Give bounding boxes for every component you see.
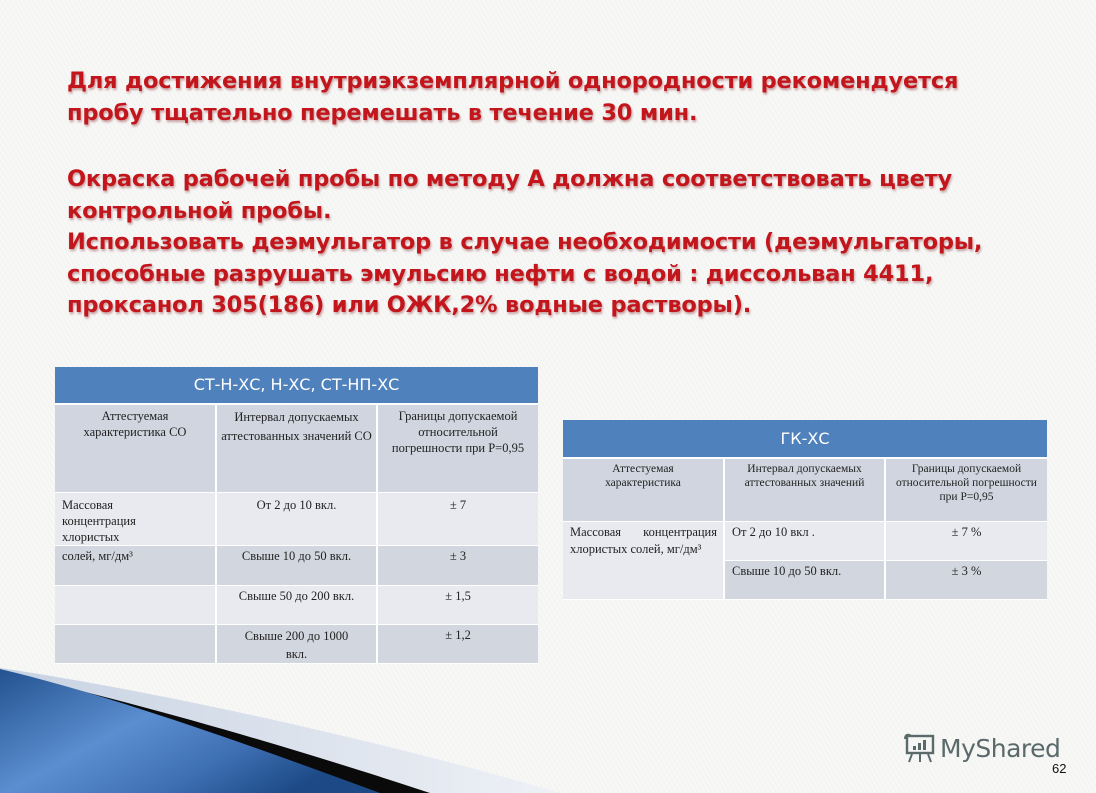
column-header: Аттестуемая характеристика: [563, 458, 724, 521]
table-gk-hs: [563, 420, 1047, 600]
logo-text: MyShared: [940, 733, 1061, 763]
interval-cell: Свыше 10 до 50 вкл.: [216, 545, 377, 585]
title-line: пробу тщательно перемешать в течение 30 мин.: [67, 99, 698, 126]
interval-cell: Свыше 50 до 200 вкл.: [216, 585, 377, 624]
error-cell: ± 1,2: [377, 624, 538, 663]
row-label-line: Массовая: [62, 497, 114, 512]
title-line: способные разрушать эмульсию нефти с водой : диссольван 4411,: [67, 260, 934, 287]
error-cell: ± 3 %: [885, 560, 1047, 599]
row-label: [55, 492, 216, 545]
interval-cell: От 2 до 10 вкл.: [216, 492, 377, 545]
table-st-n-hs: [55, 367, 538, 664]
row-label-line: солей, мг/дм³: [62, 548, 133, 563]
title-line: проксанол 305(186) или ОЖК,2% водные растворы).: [67, 292, 752, 318]
page-number: 62: [1052, 761, 1067, 776]
error-cell: ± 7: [377, 492, 538, 545]
column-header: Границы допускаемой относительной погрешности при Р=0,95: [377, 404, 538, 492]
row-label-line: концентрация: [62, 513, 136, 528]
row-label-tail: [55, 545, 216, 585]
error-cell: ± 1,5: [377, 585, 538, 624]
title-line: контрольной пробы.: [67, 197, 332, 224]
myshared-logo: [903, 731, 1060, 765]
title-line: Для достижения внутриэкземплярной однородности рекомендуется: [67, 68, 959, 94]
interval-cell: Свыше 200 до 1000 вкл.: [216, 624, 377, 663]
interval-cell: Свыше 10 до 50 вкл.: [724, 560, 885, 599]
empty-cell: [55, 585, 216, 624]
column-header: Интервал допускаемых аттестованных значений СО: [216, 404, 377, 492]
column-header: Интервал допускаемых аттестованных значений: [724, 458, 885, 521]
row-label: Массовая концентрация хлористых солей, мг/дм³: [563, 521, 724, 599]
title-line: Использовать деэмульгатор в случае необходимости (деэмульгаторы,: [67, 229, 983, 255]
row-label-line: хлористых: [62, 529, 120, 544]
slide-title-text: [67, 66, 1067, 322]
column-header: Границы допускаемой относительной погрешности при Р=0,95: [885, 458, 1047, 521]
table-title: ГК-ХС: [563, 420, 1047, 458]
presentation-board-icon: [903, 731, 937, 765]
error-cell: ± 7 %: [885, 521, 1047, 560]
title-line: Окраска рабочей пробы по методу А должна соответствовать цвету: [67, 166, 952, 192]
column-header: Аттестуемая характеристика СО: [55, 404, 216, 492]
interval-cell: От 2 до 10 вкл .: [724, 521, 885, 560]
error-cell: ± 3: [377, 545, 538, 585]
table-title: СТ-Н-ХС, Н-ХС, СТ-НП-ХС: [55, 367, 538, 404]
empty-cell: [55, 624, 216, 663]
